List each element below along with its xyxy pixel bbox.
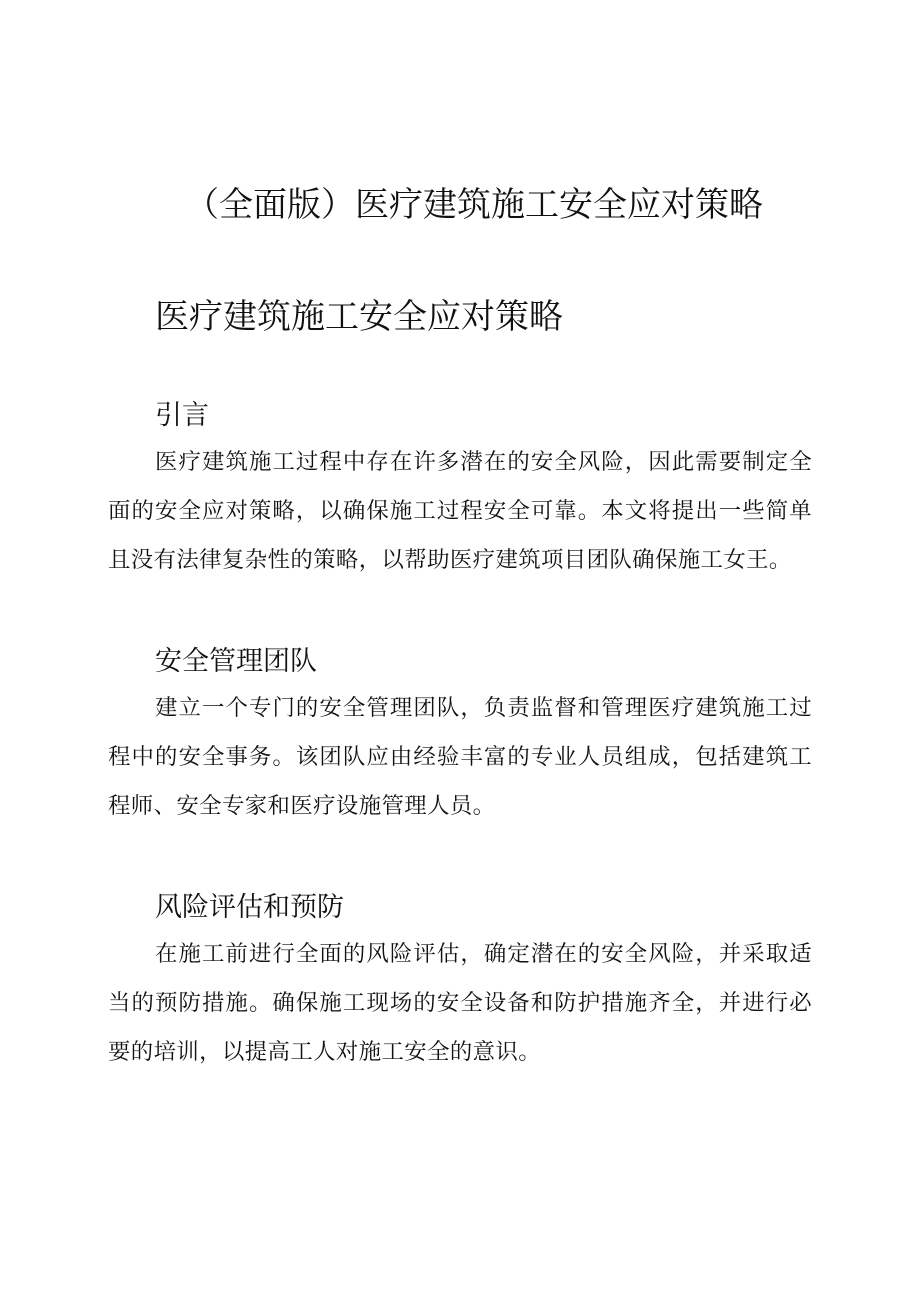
section-safety-management-team	[108, 642, 812, 831]
section-heading: 安全管理团队	[155, 646, 317, 677]
section-paragraph: 医疗建筑施工过程中存在许多潜在的安全风险，因此需要制定全面的安全应对策略，以确保施工过程安全可靠。本文将提出一些简单且没有法律复杂性的策略，以帮助医疗建筑项目团队确保施工女王。	[108, 449, 812, 573]
document-title: （全面版）医疗建筑施工安全应对策略	[185, 185, 763, 225]
section-paragraph: 在施工前进行全面的风险评估，确定潜在的安全风险，并采取适当的预防措施。确保施工现场的安全设备和防护措施齐全，并进行必要的培训，以提高工人对施工安全的意识。	[108, 941, 812, 1065]
document-subtitle: 医疗建筑施工安全应对策略	[155, 297, 563, 337]
section-introduction	[108, 396, 812, 585]
section-paragraph: 建立一个专门的安全管理团队，负责监督和管理医疗建筑施工过程中的安全事务。该团队应由经验丰富的专业人员组成，包括建筑工程师、安全专家和医疗设施管理人员。	[108, 695, 812, 819]
section-risk-assessment	[108, 888, 812, 1077]
section-heading: 引言	[155, 400, 209, 431]
section-heading: 风险评估和预防	[155, 892, 344, 923]
